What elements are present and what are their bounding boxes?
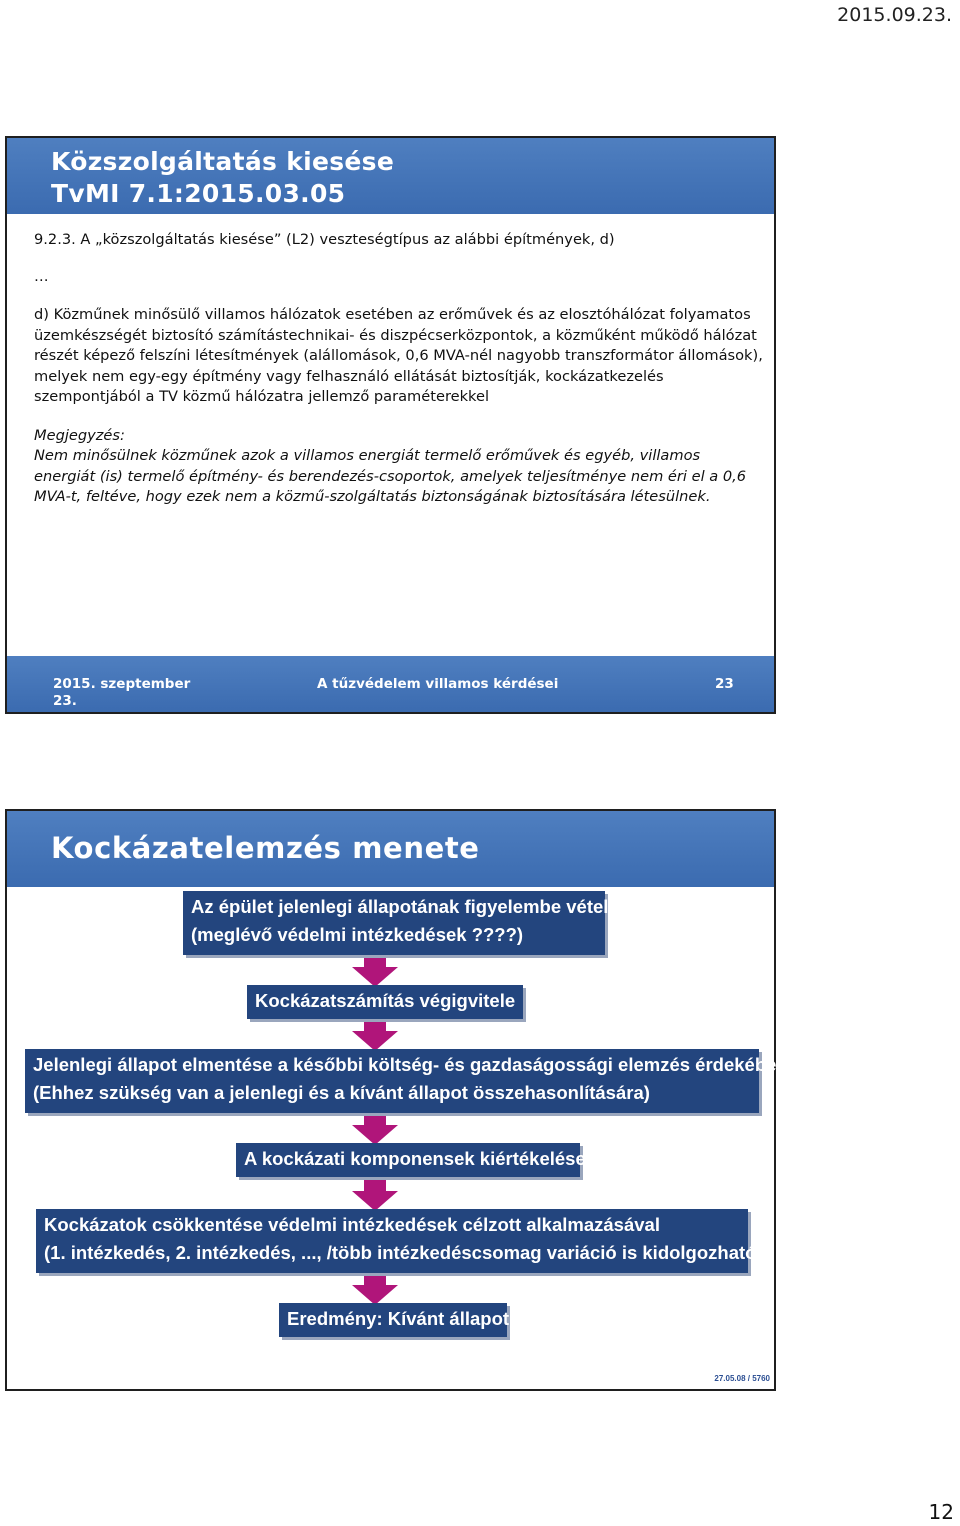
slide-footer-code: 27.05.08 / 5760 bbox=[714, 1374, 770, 1383]
slide-risk-analysis-process bbox=[5, 809, 788, 1391]
step-box-1 bbox=[183, 891, 619, 955]
slide-title-line2: TvMI 7.1:2015.03.05 bbox=[51, 179, 346, 208]
slide-title bbox=[51, 146, 394, 210]
flow-arrow-icon bbox=[352, 953, 398, 987]
note-label: Megjegyzés: bbox=[34, 426, 125, 444]
flow-arrow-icon bbox=[352, 1111, 398, 1145]
step-5-line2: (1. intézkedés, 2. intézkedés, ..., /több intézkedéscsomag variáció is kidolgozható) bbox=[44, 1242, 763, 1263]
flow-arrow-icon bbox=[352, 1017, 398, 1051]
step-box-4 bbox=[236, 1143, 586, 1177]
step-4-line1: A kockázati komponensek kiértékelése bbox=[244, 1148, 586, 1169]
slide-header bbox=[7, 138, 774, 214]
step-1-line2: (meglévő védelmi intézkedések ????) bbox=[191, 924, 524, 945]
footer-slide-number: 23 bbox=[715, 676, 734, 692]
page-header-date: 2015.09.23. bbox=[837, 4, 952, 26]
definition-paragraph: d) Közműnek minősülő villamos hálózatok esetében az erőművek és az elosztóhálózat folyamatos üzemkészségét biztosító számítástechnikai- és diszpécserközpontok, a közműként működő hálózat részét képező felszíni létesítmények (alállomások, 0,6 MVA-nél nagyobb transzformátor állomások), melyek nem egy-egy építmény vagy felhasználó ellátását biztosítják, kockázatkezelés szempontjából a TV közmű hálózatra jellemző paraméterekkel bbox=[34, 306, 763, 405]
step-1-line1: Az épület jelenlegi állapotának figyelembe vétele bbox=[191, 896, 619, 917]
footer-title: A tűzvédelem villamos kérdései bbox=[317, 676, 559, 692]
step-2-line1: Kockázatszámítás végigvitele bbox=[255, 990, 516, 1011]
slide-footer bbox=[7, 656, 774, 712]
flow-arrow-icon bbox=[352, 1177, 398, 1211]
footer-date: 2015. szeptember 23. bbox=[53, 676, 191, 709]
step-box-2 bbox=[247, 985, 523, 1019]
slide-title: Kockázatelemzés menete bbox=[51, 831, 480, 865]
step-6-line1: Eredmény: Kívánt állapot bbox=[287, 1308, 510, 1329]
page-number: 12 bbox=[928, 1500, 954, 1524]
step-box-6 bbox=[279, 1303, 510, 1337]
slide-title-line1: Közszolgáltatás kiesése bbox=[51, 147, 395, 176]
step-box-3 bbox=[25, 1049, 788, 1113]
step-5-line1: Kockázatok csökkentése védelmi intézkedések célzott alkalmazásával bbox=[44, 1214, 660, 1235]
slide-header bbox=[7, 811, 774, 887]
slide-public-service-outage bbox=[5, 136, 776, 714]
lead-text: 9.2.3. A „közszolgáltatás kiesése” (L2) veszteségtípus az alábbi építmények, d) bbox=[34, 231, 615, 248]
note-text: Nem minősülnek közműnek azok a villamos energiát termelő erőművek és egyéb, villamos energiát (is) termelő építmény- és berendezés-csoportok, amelyek teljesítménye nem éri el a 0,6 MVA-t, feltéve, hogy ezek nem a közmű-szolgáltatás biztonságának biztosítására létesülnek. bbox=[34, 447, 747, 505]
step-3-line1: Jelenlegi állapot elmentése a későbbi költség- és gazdaságossági elemzés érdekében bbox=[33, 1054, 788, 1075]
slide-body bbox=[34, 230, 764, 508]
step-3-line2: (Ehhez szükség van a jelenlegi és a kívánt állapot összehasonlítására) bbox=[33, 1082, 650, 1103]
step-box-5 bbox=[36, 1209, 763, 1273]
flow-arrow-icon bbox=[352, 1271, 398, 1305]
ellipsis-text: … bbox=[34, 267, 49, 285]
